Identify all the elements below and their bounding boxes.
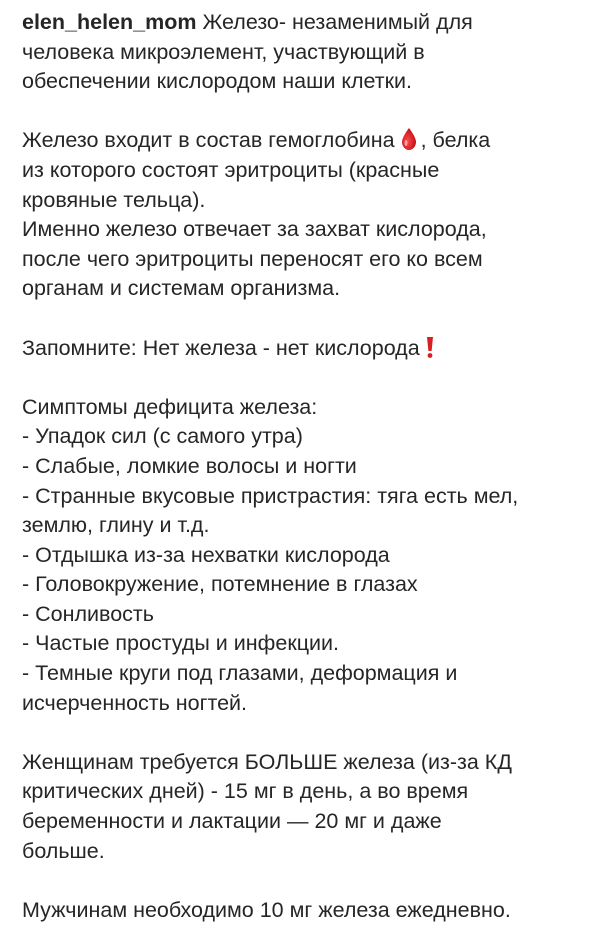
symptom-item: - Частые простуды и инфекции. xyxy=(22,631,340,656)
symptom-item: - Головокружение, потемнение в глазах xyxy=(22,572,418,597)
symptom-item: - Темные круги под глазами, деформация и xyxy=(22,661,458,686)
caption-line: после чего эритроциты переносят его ко всем xyxy=(22,246,483,271)
caption-line: беременности и лактации — 20 мг и даже xyxy=(22,809,442,834)
caption-line xyxy=(22,126,588,156)
caption-text: Запомните: Нет железа - нет кислорода xyxy=(22,335,420,360)
blood-drop-icon xyxy=(399,127,419,151)
symptom-item: - Странные вкусовые пристрастия: тяга есть мел, xyxy=(22,483,519,508)
caption-text: , белка xyxy=(420,128,491,153)
post-caption xyxy=(22,8,588,925)
caption-line: критических дней) - 15 мг в день, а во время xyxy=(22,779,469,804)
caption-line: Мужчинам необходимо 10 мг железа ежедневно. xyxy=(22,897,511,922)
caption-line: Симптомы дефицита железа: xyxy=(22,394,318,419)
symptom-item-continued: исчерченность ногтей. xyxy=(22,690,248,715)
username-link[interactable]: elen_helen_mom xyxy=(22,10,197,34)
symptom-item: - Слабые, ломкие волосы и ногти xyxy=(22,453,357,478)
symptom-item: - Сонливость xyxy=(22,601,154,626)
caption-line: Именно железо отвечает за захват кислорода, xyxy=(22,217,487,242)
caption-line xyxy=(22,8,588,38)
symptom-item-continued: землю, глину и т.д. xyxy=(22,513,210,538)
symptom-item: - Отдышка из-за нехватки кислорода xyxy=(22,542,390,567)
symptom-item: - Упадок сил (с самого утра) xyxy=(22,424,303,449)
paragraph-gap xyxy=(22,304,588,334)
paragraph-gap xyxy=(22,718,588,748)
red-exclamation-icon xyxy=(424,335,436,359)
caption-line: больше. xyxy=(22,838,105,863)
paragraph-gap xyxy=(22,866,588,896)
caption-line: кровяные тельца). xyxy=(22,187,206,212)
caption-text: Железо- незаменимый для xyxy=(202,10,473,34)
paragraph-gap xyxy=(22,97,588,127)
caption-line: из которого состоят эритроциты (красные xyxy=(22,157,440,182)
caption-line: обеспечении кислородом наши клетки. xyxy=(22,69,412,94)
caption-line: органам и системам организма. xyxy=(22,276,341,301)
caption-text: Железо входит в состав гемоглобина xyxy=(22,128,395,153)
caption-line: человека микроэлемент, участвующий в xyxy=(22,39,425,64)
caption-line xyxy=(22,334,588,364)
caption-line: Женщинам требуется БОЛЬШЕ железа (из-за КД xyxy=(22,749,512,774)
paragraph-gap xyxy=(22,363,588,393)
